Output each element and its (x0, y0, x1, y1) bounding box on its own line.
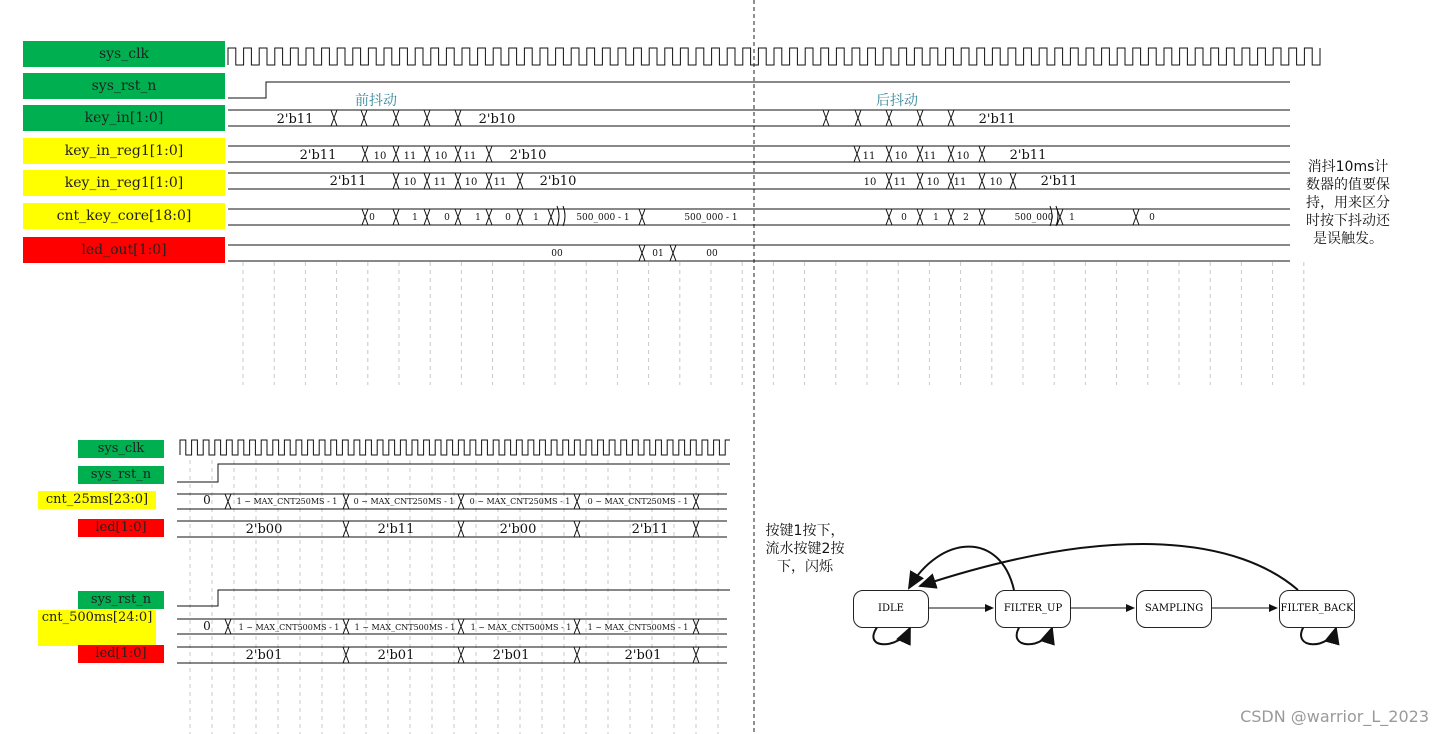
bus-transition (886, 209, 892, 225)
bus-transition (486, 173, 492, 189)
b1-led-value: 2'b00 (499, 522, 537, 537)
key-in-reg2-value: 2'b11 (1040, 174, 1078, 189)
bus-transition (393, 110, 399, 126)
bus-transition (670, 245, 676, 261)
key-in-reg2-value: 11 (953, 177, 967, 188)
b2-cnt-value: 1 ~ MAX_CNT500MS - 1 (238, 623, 340, 632)
cnt-key-core-value: 1 (1069, 213, 1075, 223)
bus-transition (455, 146, 461, 162)
bus-transition (517, 209, 523, 225)
label-sys-clk: sys_clk (23, 41, 225, 67)
fsm-arrow-filter-back-to-idle (920, 544, 1298, 590)
bus-transition (574, 619, 580, 634)
b2-cnt-value: 1 ~ MAX_CNT500MS - 1 (587, 623, 689, 632)
cnt-key-core-value: 0 (901, 213, 907, 223)
bus-transition (574, 647, 580, 663)
bus-transition (486, 146, 492, 162)
key-in-reg1-value: 2'b11 (1009, 148, 1047, 163)
label-b1-led: led[1:0] (78, 519, 164, 537)
bus-transition (639, 245, 645, 261)
bus-transition (343, 619, 349, 634)
cnt-key-core-value: 0 (505, 213, 511, 223)
label-key-in-reg1: key_in_reg1[1:0] (23, 138, 225, 164)
bus-transition (343, 521, 349, 537)
key-in-value: 2'b11 (978, 112, 1016, 127)
fsm-note: 按键1按下，流水按键2按下，闪烁 (765, 523, 845, 575)
fsm-state-filter-up: FILTER_UP (995, 590, 1071, 628)
key-in-reg1-value: 10 (956, 151, 970, 162)
key-in-reg1-value: 10 (434, 151, 448, 162)
key-in-reg1-value: 10 (373, 151, 387, 162)
fsm-self-loop-filter-up (1017, 626, 1052, 644)
bus-transition (455, 173, 461, 189)
bus-transition (458, 494, 464, 509)
bus-transition (331, 110, 337, 126)
key-in-reg2-value: 10 (403, 177, 417, 188)
bus-transition (458, 619, 464, 634)
fsm-state-sampling: SAMPLING (1136, 590, 1212, 628)
bus-transition (917, 209, 923, 225)
label-key-in: key_in[1:0] (23, 105, 225, 131)
label-key-in-reg2: key_in_reg1[1:0] (23, 170, 225, 196)
bus-transition (458, 521, 464, 537)
bus-transition (574, 521, 580, 537)
bus-transition (225, 619, 231, 634)
bus-transition (362, 146, 368, 162)
bus-transition (393, 209, 399, 225)
bus-transition (979, 209, 985, 225)
b1-cnt-value: 0 (203, 493, 211, 507)
bus-transition (424, 110, 430, 126)
b2-cnt-value: 0 (203, 619, 211, 633)
label-b1-sys-rst-n: sys_rst_n (78, 466, 164, 484)
bus-transition (424, 209, 430, 225)
bus-transition (979, 146, 985, 162)
bus-transition (639, 209, 645, 225)
b1-led-value: 2'b11 (631, 522, 669, 537)
label-b1-sys-clk: sys_clk (78, 440, 164, 458)
key-in-reg2-value: 10 (464, 177, 478, 188)
bus-transition (917, 173, 923, 189)
label-b2-sys-rst-n: sys_rst_n (78, 591, 164, 609)
cnt-key-core-value: 1 (412, 213, 418, 223)
label-cnt-key-core: cnt_key_core[18:0] (23, 203, 225, 229)
b2-led-value: 2'b01 (624, 648, 662, 663)
bus-transition (455, 110, 461, 126)
key-in-reg1-value: 11 (463, 151, 477, 162)
bus-transition (948, 209, 954, 225)
b2-led-value: 2'b01 (377, 648, 415, 663)
bus-transition (854, 146, 860, 162)
key-in-reg2-value: 11 (433, 177, 447, 188)
bus-transition (458, 647, 464, 663)
key-in-value: 2'b11 (276, 112, 314, 127)
bus-transition (693, 494, 699, 509)
bus-transition (225, 494, 231, 509)
bus-transition (948, 110, 954, 126)
b1-sys-clk-wave (180, 440, 730, 455)
label-b2-led: led[1:0] (78, 645, 164, 663)
cnt-key-core-value: 500_000 - 1 (576, 213, 630, 223)
bus-transition (948, 146, 954, 162)
key-in-reg2-value: 11 (493, 177, 507, 188)
cnt-key-core-value: 1 (933, 213, 939, 223)
b1-cnt-value: 1 ~ MAX_CNT250MS - 1 (236, 497, 338, 506)
led-out-value: 01 (652, 249, 664, 259)
bus-transition (886, 146, 892, 162)
bus-transition (548, 209, 554, 225)
cnt-key-core-value: 0 (1149, 213, 1155, 223)
key-in-reg1-value: 11 (862, 151, 876, 162)
bus-transition (361, 110, 367, 126)
bus-transition (1010, 173, 1016, 189)
bus-transition (855, 110, 861, 126)
cnt-key-core-value: 500_000 (1014, 213, 1054, 223)
b1-cnt-value: 0 ~ MAX_CNT250MS - 1 (469, 497, 571, 506)
cnt-key-core-value: 0 (369, 213, 375, 223)
phase-front-label: 前抖动 (355, 93, 397, 109)
key-in-reg2-value: 10 (989, 177, 1003, 188)
key-in-value: 2'b10 (478, 112, 516, 127)
label-sys-rst-n: sys_rst_n (23, 73, 225, 99)
key-in-reg1-value: 2'b10 (509, 148, 547, 163)
debounce-note: 消抖10ms计数器的值要保持，用来区分时按下抖动还是误触发。 (1306, 159, 1390, 247)
bus-transition (917, 110, 923, 126)
bus-transition (574, 494, 580, 509)
bus-transition (917, 146, 923, 162)
key-in-reg2-value: 2'b11 (329, 174, 367, 189)
key-in-reg1-value: 10 (894, 151, 908, 162)
label-b2-cnt-500ms: cnt_500ms[24:0] (38, 610, 156, 646)
key-in-reg1-value: 11 (923, 151, 937, 162)
cnt-key-core-value: 1 (475, 213, 481, 223)
led-out-value: 00 (551, 249, 563, 259)
led-out-value: 00 (706, 249, 718, 259)
key-in-reg2-value: 10 (926, 177, 940, 188)
bus-transition (517, 173, 523, 189)
cnt-key-core-value: 1 (533, 213, 539, 223)
csdn-watermark: CSDN @warrior_L_2023 (1240, 707, 1429, 726)
bus-transition (1133, 209, 1139, 225)
bus-transition (486, 209, 492, 225)
bus-transition (886, 173, 892, 189)
bus-transition (823, 110, 829, 126)
key-in-reg1-value: 2'b11 (299, 148, 337, 163)
b2-led-value: 2'b01 (245, 648, 283, 663)
b1-cnt-value: 0 ~ MAX_CNT250MS - 1 (587, 497, 689, 506)
bus-transition (362, 209, 368, 225)
fsm-state-filter-back: FILTER_BACK (1279, 590, 1355, 628)
fsm-state-idle: IDLE (853, 590, 929, 628)
bus-transition (424, 173, 430, 189)
b2-cnt-value: 1 ~ MAX_CNT500MS - 1 (354, 623, 456, 632)
bus-transition (393, 173, 399, 189)
key-in-reg2-value: 11 (893, 177, 907, 188)
bus-transition (979, 173, 985, 189)
key-in-reg2-value: 2'b10 (539, 174, 577, 189)
label-led-out: led_out[1:0] (23, 237, 225, 263)
b1-cnt-value: 0 ~ MAX_CNT250MS - 1 (353, 497, 455, 506)
fsm-self-loop-filter-back (1301, 626, 1336, 644)
bus-transition (393, 146, 399, 162)
b1-led-value: 2'b11 (377, 522, 415, 537)
b2-led-value: 2'b01 (492, 648, 530, 663)
phase-back-label: 后抖动 (876, 93, 918, 109)
bus-transition (455, 209, 461, 225)
fsm-self-loop-idle (873, 626, 910, 644)
cnt-key-core-value: 0 (444, 213, 450, 223)
label-b1-cnt-25ms: cnt_25ms[23:0] (38, 491, 156, 509)
cnt-key-core-value: 2 (963, 213, 969, 223)
b1-led-value: 2'b00 (245, 522, 283, 537)
b2-cnt-value: 1 ~ MAX_CNT500MS - 1 (470, 623, 572, 632)
bus-transition (886, 110, 892, 126)
bus-transition (424, 146, 430, 162)
cnt-key-core-value: 500_000 - 1 (684, 213, 738, 223)
key-in-reg1-value: 11 (403, 151, 417, 162)
key-in-reg2-value: 10 (863, 177, 877, 188)
sys-clk-wave (228, 48, 1320, 65)
